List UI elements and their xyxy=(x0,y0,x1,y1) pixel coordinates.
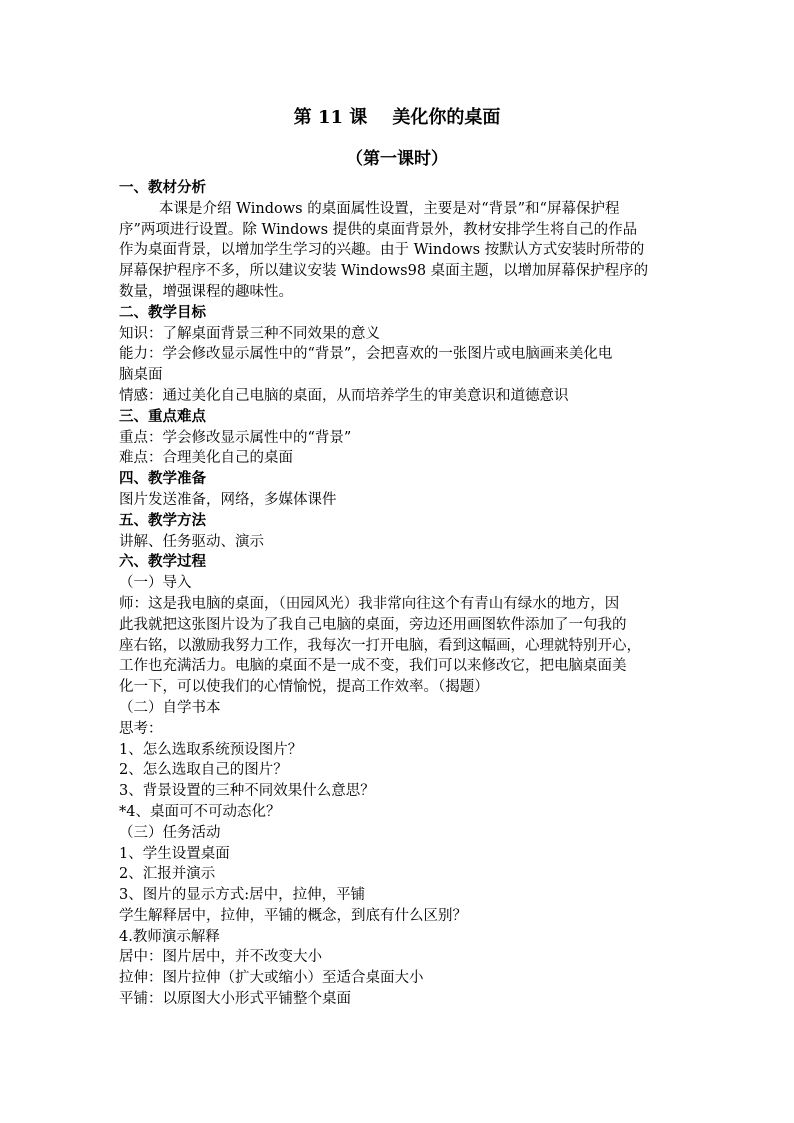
text-line: 数量，增强课程的趣味性。 xyxy=(119,283,293,300)
text-line: 平铺：以原图大小形式平铺整个桌面 xyxy=(119,991,351,1008)
section-heading: 四、教学准备 xyxy=(119,470,206,488)
text-line: 学生解释居中，拉伸，平铺的概念，到底有什么区别？ xyxy=(119,907,467,924)
text-line: 讲解、任务驱动、演示 xyxy=(119,533,264,550)
text-line: 座右铭，以激励我努力工作，我每次一打开电脑，看到这幅画，心理就特别开心， xyxy=(119,637,641,654)
section-heading: 二、教学目标 xyxy=(119,303,206,321)
text-line: （三）任务活动 xyxy=(119,824,221,841)
text-line: 情感：通过美化自己电脑的桌面，从而培养学生的审美意识和道德意识 xyxy=(119,387,569,404)
text-line: 4.教师演示解释 xyxy=(119,928,220,945)
text-line: 2、怎么选取自己的图片？ xyxy=(119,762,288,779)
text-line: 能力：学会修改显示属性中的“背景”，会把喜欢的一张图片或电脑画来美化电 xyxy=(119,346,613,363)
text-line: 作为桌面背景，以增加学生学习的兴趣。由于 Windows 按默认方式安装时所带的 xyxy=(119,242,645,259)
text-line: 3、背景设置的三种不同效果什么意思？ xyxy=(119,783,375,800)
text-line: 屏幕保护程序不多，所以建议安装 Windows98 桌面主题，以增加屏幕保护程序的 xyxy=(119,263,649,280)
text-line: 3、图片的显示方式:居中，拉伸，平铺 xyxy=(119,887,366,904)
text-line: 居中：图片居中，并不改变大小 xyxy=(119,949,322,966)
text-line: 图片发送准备，网络，多媒体课件 xyxy=(119,491,337,508)
page-subtitle: （第一课时） xyxy=(346,149,448,169)
text-line: 师：这是我电脑的桌面，（田园风光）我非常向往这个有青山有绿水的地方，因 xyxy=(119,595,620,612)
section-heading: 五、教学方法 xyxy=(119,511,206,529)
page-title: 第 11 课 美化你的桌面 xyxy=(293,107,501,128)
text-line: 本课是介绍 Windows 的桌面属性设置，主要是对“背景”和“屏幕保护程 xyxy=(159,200,620,217)
text-line: 1、怎么选取系统预设图片？ xyxy=(119,741,303,758)
section-heading: 三、重点难点 xyxy=(119,407,206,425)
text-line: 知识：了解桌面背景三种不同效果的意义 xyxy=(119,325,380,342)
text-line: （一）导入 xyxy=(119,575,192,592)
text-line: *4、桌面可不可动态化？ xyxy=(119,803,281,820)
text-line: 脑桌面 xyxy=(119,367,163,384)
text-line: （二）自学书本 xyxy=(119,699,221,716)
text-line: 2、汇报并演示 xyxy=(119,866,216,883)
text-line: 思考： xyxy=(119,720,163,737)
text-line: 序”两项进行设置。除 Windows 提供的桌面背景外，教材安排学生将自己的作品 xyxy=(119,221,638,238)
text-line: 重点：学会修改显示属性中的“背景” xyxy=(119,429,352,446)
text-line: 工作也充满活力。电脑的桌面不是一成不变，我们可以来修改它，把电脑桌面美 xyxy=(119,658,627,675)
text-line: 难点：合理美化自己的桌面 xyxy=(119,450,293,467)
section-heading: 六、教学过程 xyxy=(119,553,206,571)
text-line: 此我就把这张图片设为了我自己电脑的桌面，旁边还用画图软件添加了一句我的 xyxy=(119,616,627,633)
section-heading: 一、教材分析 xyxy=(119,179,206,196)
document-content xyxy=(119,100,675,1010)
document-body xyxy=(119,178,675,1010)
text-line: 拉伸：图片拉伸（扩大或缩小）至适合桌面大小 xyxy=(119,970,424,987)
text-line: 1、学生设置桌面 xyxy=(119,845,230,862)
text-line: 化一下，可以使我们的心情愉悦，提高工作效率。（揭题） xyxy=(119,679,489,696)
